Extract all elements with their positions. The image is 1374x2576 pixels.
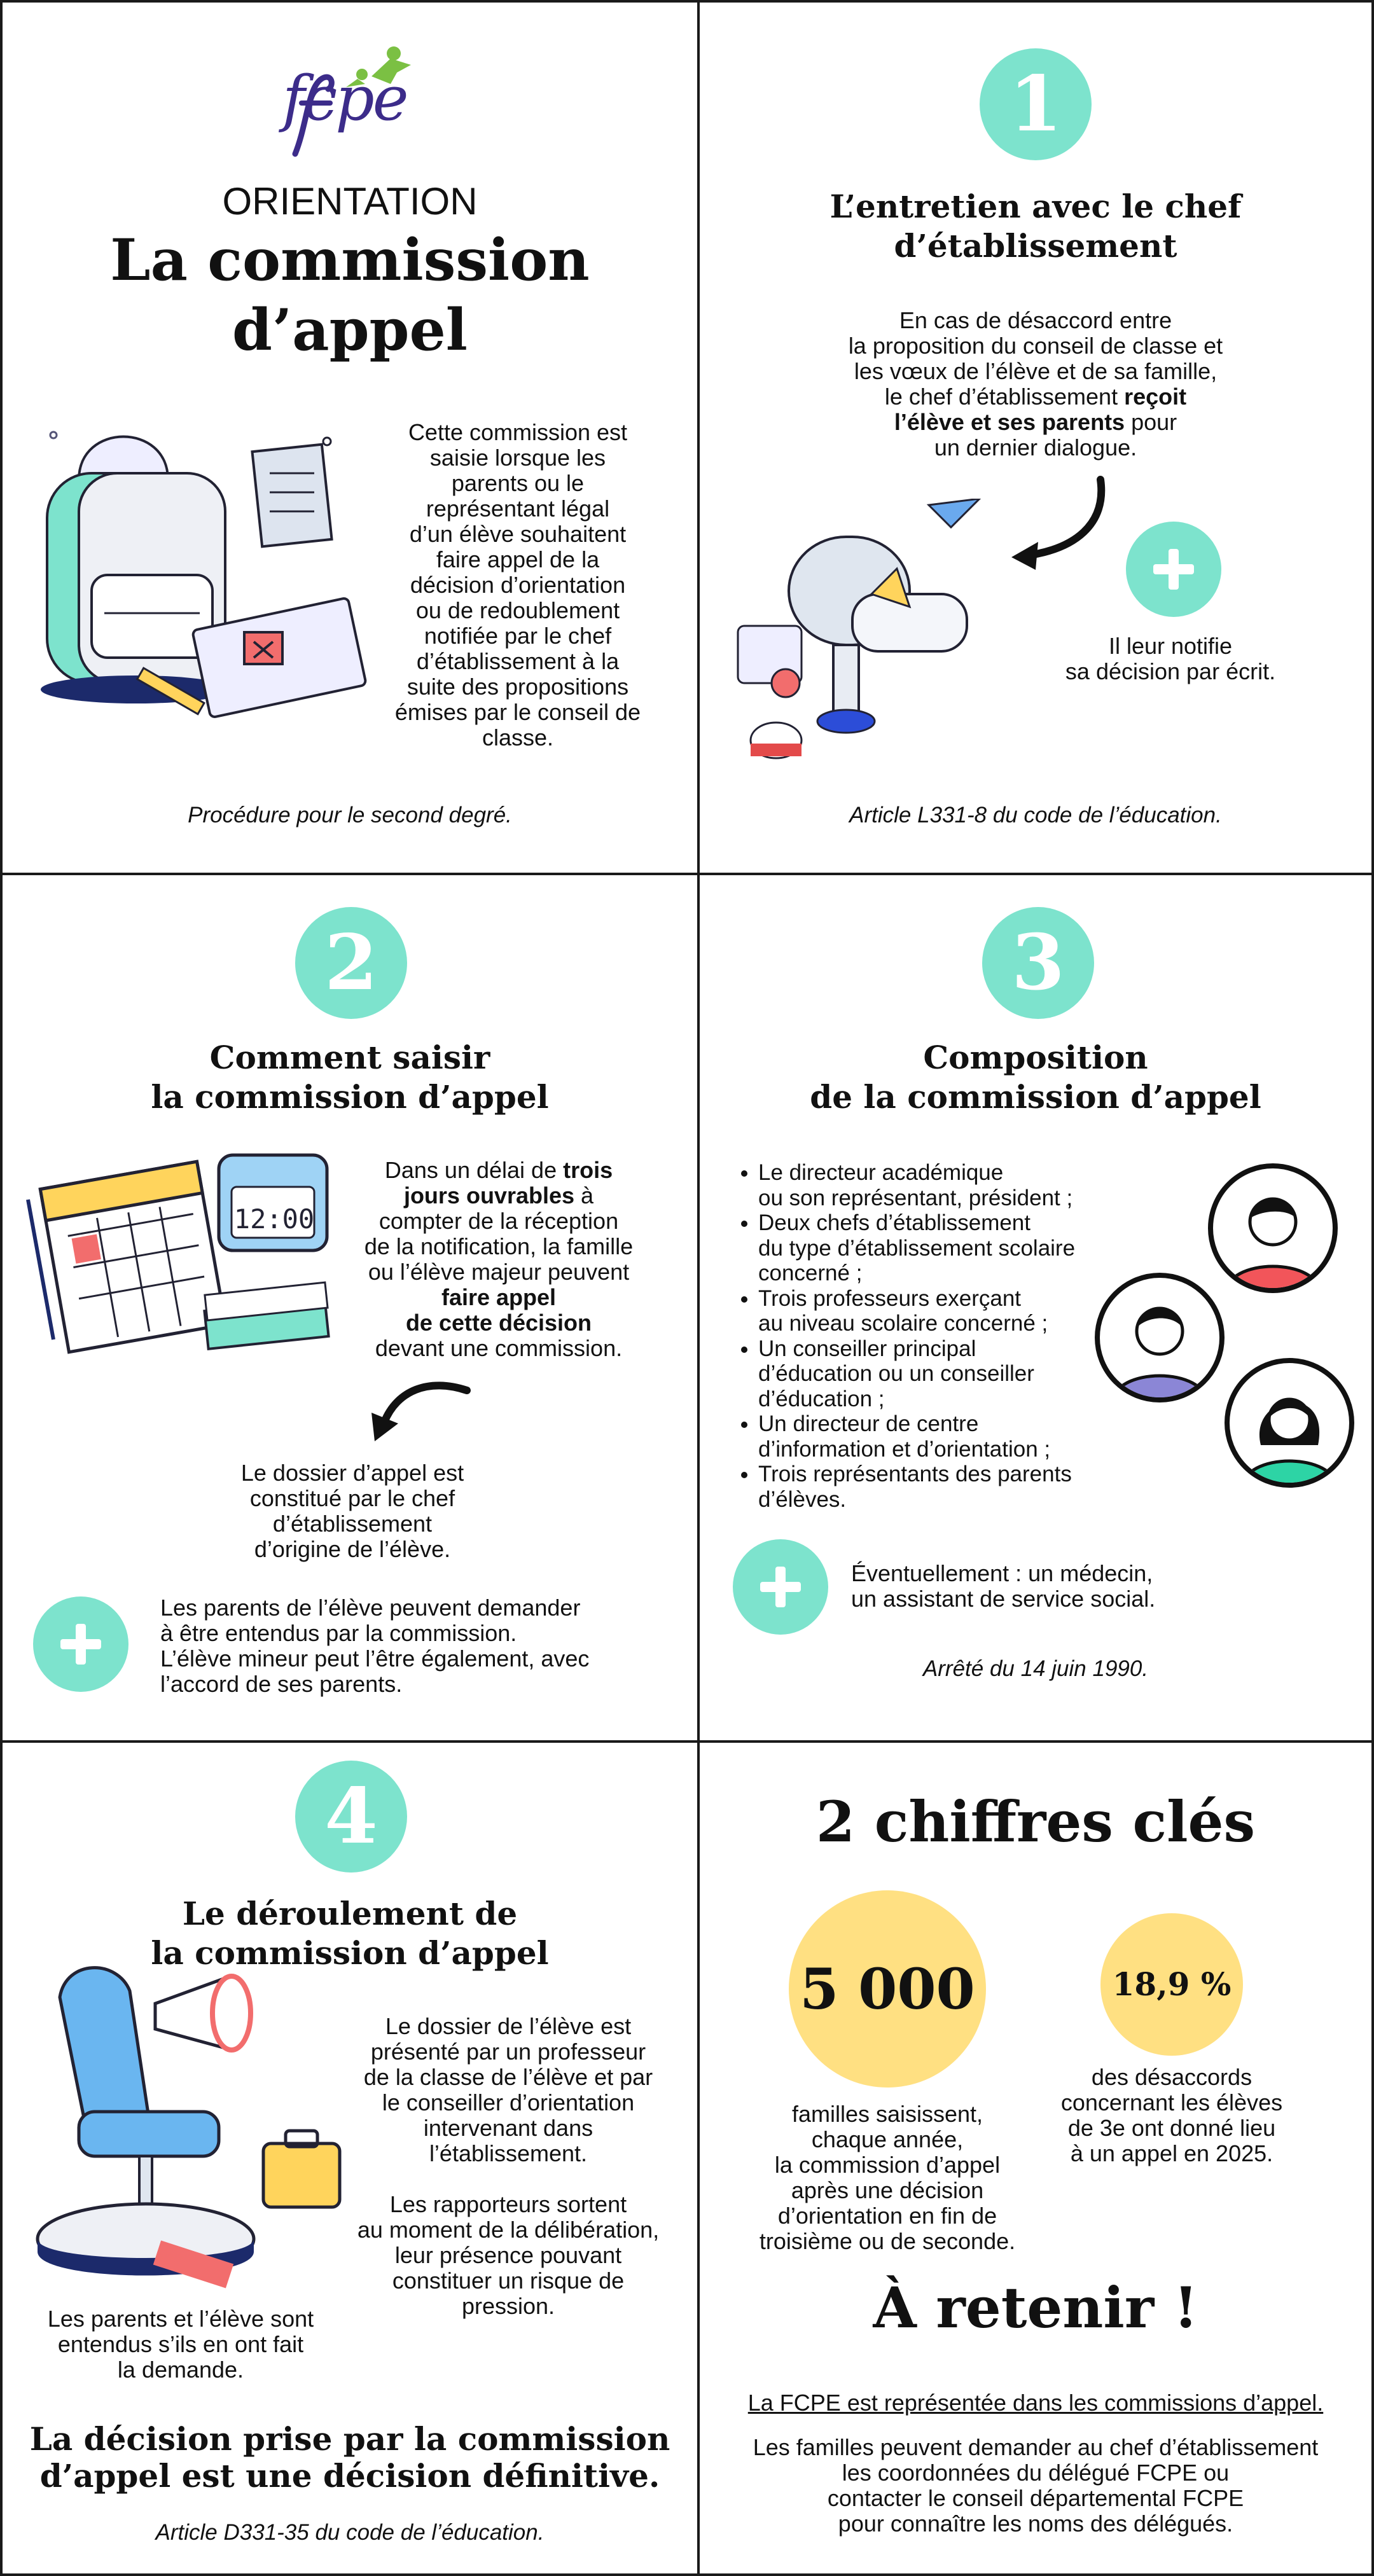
composition-list: [735, 1160, 1127, 1512]
arrow-icon: [359, 1378, 473, 1448]
step-1-text: En cas de désaccord entre la proposition du conseil de classe et les vœux de l’élève et de sa famille, le chef d’établissement reçoit l’élève et ses parents pour un dernier dialogue.: [848, 307, 1223, 460]
step-4-title-line1: Le déroulement de: [182, 1895, 518, 1932]
step-1-title-line2: d’établissement: [894, 227, 1177, 265]
panel-step-1: [700, 3, 1371, 873]
kicker: ORIENTATION: [222, 180, 478, 223]
list-item: • Un directeur de centre d’information et d’orientation ;: [758, 1411, 1127, 1462]
list-item: • Un conseiller principal d’éducation ou un conseiller d’éducation ;: [758, 1336, 1127, 1412]
list-item: • Deux chefs d’établissement du type d’établissement scolaire concerné ;: [758, 1210, 1127, 1286]
step-number-1: 1: [980, 48, 1092, 160]
plus-icon: [33, 1596, 128, 1692]
decision-line2: d’appel est une décision définitive.: [39, 2457, 660, 2495]
step-4-text-2: Les rapporteurs sortent au moment de la délibération, leur présence pouvant constituer un risque de pression.: [357, 2191, 660, 2319]
stat-18-9: 18,9 %: [1100, 1913, 1243, 2056]
step-2-plus-text: Les parents de l’élève peuvent demander à être entendus par la commission. L’élève mineur peut l’être également, avec l’accord de ses parents.: [160, 1595, 590, 1697]
clock-display: 12:00: [233, 1203, 315, 1235]
border-right: [1371, 0, 1374, 2576]
plus-icon: [1126, 522, 1221, 617]
step-4-title-line2: la commission d’appel: [151, 1934, 549, 1972]
panel-step-3: [700, 875, 1371, 1740]
panel-step-2: [3, 875, 697, 1740]
retenir-line1: La FCPE est représentée dans les commissions d’appel.: [747, 2390, 1324, 2416]
border-bottom: [0, 2573, 1374, 2576]
list-item: • Le directeur académique ou son représentant, président ;: [758, 1160, 1127, 1210]
intro-footer: Procédure pour le second degré.: [188, 803, 512, 828]
stat-5000: 5 000: [789, 1890, 986, 2088]
panel-intro: [3, 3, 697, 873]
list-item: • Trois représentants des parents d’élèves.: [758, 1462, 1127, 1512]
step-number-4: 4: [295, 1761, 407, 1873]
avatar-purple-icon: [1093, 1271, 1226, 1404]
key-figures-title: 2 chiffres clés: [815, 1789, 1256, 1855]
avatar-green-icon: [1223, 1356, 1356, 1490]
mailbox-illustration-icon: [725, 499, 1005, 772]
dossier-text: Le dossier d’appel est constitué par le chef d’établissement d’origine de l’élève.: [240, 1460, 464, 1562]
list-item: • Trois professeurs exerçant au niveau scolaire concerné ;: [758, 1286, 1127, 1336]
step-1-title-line1: L’entretien avec le chef: [829, 188, 1242, 225]
page-title-line1: La commission: [110, 226, 590, 294]
step-3-plus-text: Éventuellement : un médecin, un assistant de service social.: [851, 1560, 1156, 1612]
stat-18-9-text: des désaccords concernant les élèves de 3e ont donné lieu à un appel en 2025.: [1060, 2064, 1283, 2166]
decision-line1: La décision prise par la commission: [29, 2420, 670, 2458]
page-title-line2: d’appel: [232, 296, 468, 364]
panel-key-figures: [700, 1743, 1371, 2573]
panel-step-4: [3, 1743, 697, 2573]
step-3-title-line1: Composition: [923, 1039, 1148, 1076]
step-3-title-line2: de la commission d’appel: [810, 1078, 1261, 1116]
plus-icon: [733, 1539, 828, 1635]
retenir-text: Les familles peuvent demander au chef d’établissement les coordonnées du délégué FCPE ou contacter le conseil départemental FCPE pour connaître les noms des délégués.: [753, 2434, 1319, 2537]
step-3-footer: Arrêté du 14 juin 1990.: [922, 1656, 1149, 1681]
step-1-footer: Article L331-8 du code de l’éducation.: [849, 803, 1222, 828]
step-4-footer: Article D331-35 du code de l’éducation.: [155, 2520, 545, 2545]
step-number-3: 3: [982, 907, 1094, 1019]
logo-text: fcpe: [282, 63, 407, 134]
calendar-clock-illustration-icon: [22, 1149, 352, 1390]
stat-5000-text: familles saisissent, chaque année, la commission d’appel après une décision d’orientation en fin de troisième ou de seconde.: [759, 2101, 1016, 2254]
retenir-title: À retenir !: [873, 2275, 1198, 2341]
chair-megaphone-illustration-icon: [22, 1953, 346, 2290]
step-number-2: 2: [295, 907, 407, 1019]
backpack-illustration-icon: [41, 422, 371, 728]
step-2-title-line2: la commission d’appel: [151, 1078, 549, 1116]
step-4-text-3: Les parents et l’élève sont entendus s’ils en ont fait la demande.: [47, 2306, 314, 2383]
intro-text: Cette commission est saisie lorsque les parents ou le représentant légal d’un élève souhaitent faire appel de la décision d’orientation ou de redoublement notifiée par le chef d’établissement à la suite des propositions émises par le conseil de classe.: [394, 419, 641, 751]
step-4-text-1: Le dossier de l’élève est présenté par un professeur de la classe de l’élève et par le conseiller d’orientation intervenant dans l’établissement.: [363, 2013, 653, 2166]
step-1-plus-text: Il leur notifie sa décision par écrit.: [1065, 633, 1276, 684]
arrow-icon: [999, 473, 1126, 575]
step-2-text: Dans un délai de trois jours ouvrables à compter de la réception de la notification, la famille ou l’élève majeur peuvent faire appel de cette décision devant une commission.: [364, 1157, 634, 1361]
step-2-title-line1: Comment saisir: [209, 1039, 490, 1076]
